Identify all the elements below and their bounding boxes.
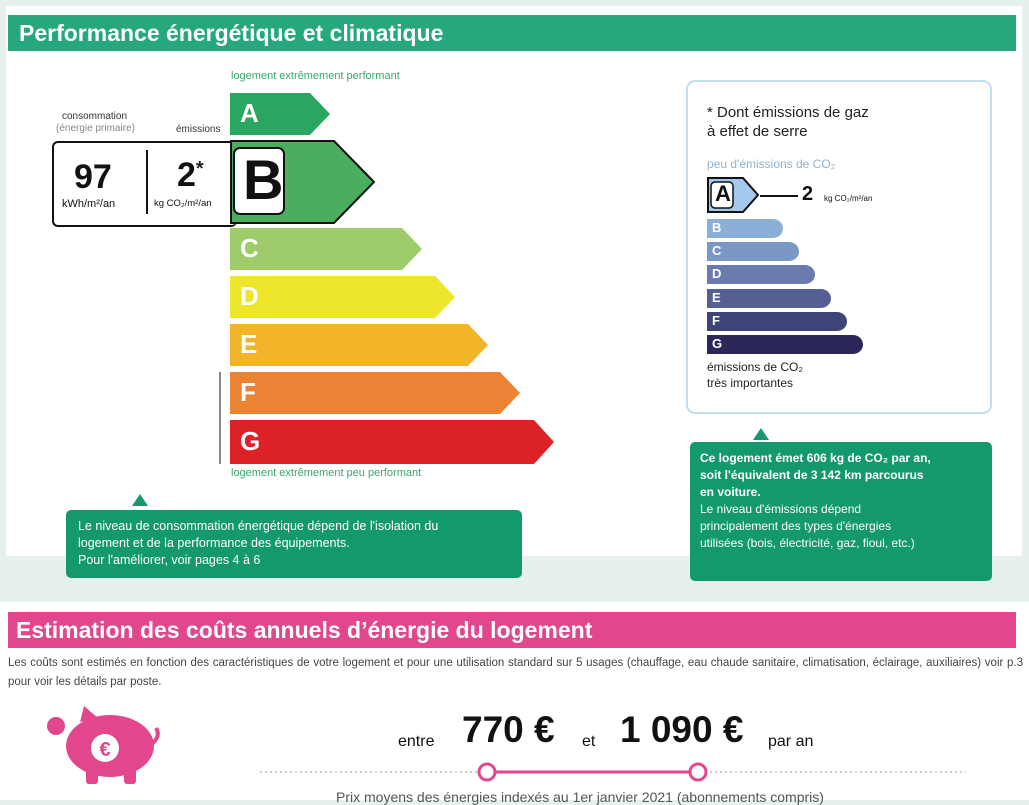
energy-letter-c: C bbox=[240, 233, 259, 263]
consumption-label: consommation bbox=[62, 111, 128, 122]
energy-class-d bbox=[230, 276, 455, 318]
energy-class-a bbox=[230, 93, 330, 135]
energy-class-e bbox=[230, 324, 488, 366]
ghg-high-label-2: très importantes bbox=[707, 376, 794, 390]
cost-per-year: par an bbox=[768, 733, 814, 750]
ghg-info-line-2: principalement des types d'énergies bbox=[700, 519, 892, 533]
energy-section-title: Performance énergétique et climatique bbox=[8, 15, 1016, 51]
top-caption: logement extrêmement performant bbox=[231, 70, 400, 82]
energy-info-line-1: Le niveau de consommation énergétique dépend de l'isolation du bbox=[78, 519, 439, 533]
ghg-bar-d-shape bbox=[707, 265, 815, 284]
ghg-info-line-3: utilisées (bois, électricité, gaz, fioul, etc.) bbox=[700, 536, 915, 550]
passoire-marker bbox=[219, 372, 221, 464]
ghg-value: 2 bbox=[802, 183, 814, 205]
cost-between: entre bbox=[398, 733, 435, 750]
ghg-note-line-2: à effet de serre bbox=[707, 123, 808, 140]
ghg-letter-e: E bbox=[712, 290, 721, 305]
ghg-info-bold-3: en voiture. bbox=[700, 485, 761, 499]
ghg-letter-c: C bbox=[712, 243, 722, 258]
ghg-info-bold-2: soit l'équivalent de 3 142 km parcourus bbox=[700, 468, 924, 482]
ghg-letter-d: D bbox=[712, 266, 722, 281]
costs-description: Les coûts sont estimés en fonction des caractéristiques de votre logement et pour une utilisation standard sur 5 usages (chauffage, eau chaude sanitaire, climatisation, éclairage, auxiliaires) voir p.3 pour voir les détails par poste. bbox=[8, 657, 1023, 688]
cost-and: et bbox=[582, 733, 596, 750]
ghg-bar-e-shape bbox=[707, 289, 831, 308]
energy-info-line-3: Pour l'améliorer, voir pages 4 à 6 bbox=[78, 553, 261, 567]
ghg-letter-g: G bbox=[712, 336, 723, 351]
energy-bar-d-shape bbox=[230, 276, 455, 318]
cost-note: Prix moyens des énergies indexés au 1er janvier 2021 (abonnements compris) bbox=[336, 789, 824, 805]
ghg-class-b bbox=[707, 219, 783, 238]
emissions-label: émissions bbox=[176, 124, 221, 135]
energy-letter-e: E bbox=[240, 329, 258, 359]
energy-class-c bbox=[230, 228, 422, 270]
piggy-bank-euro-icon bbox=[44, 706, 160, 786]
energy-letter-g: G bbox=[240, 426, 261, 456]
consumption-value: 97 bbox=[74, 158, 112, 196]
emissions-star: * bbox=[195, 158, 204, 180]
energy-bar-f-shape bbox=[230, 372, 520, 414]
ghg-class-d bbox=[707, 265, 815, 284]
ghg-class-a-current bbox=[707, 177, 759, 213]
consumption-unit: kWh/m²/an bbox=[62, 198, 116, 210]
ghg-letter-b: B bbox=[712, 220, 722, 235]
consumption-header bbox=[56, 111, 135, 135]
ghg-class-e bbox=[707, 289, 831, 308]
emissions-unit: kg CO₂/m²/an bbox=[154, 198, 212, 209]
ghg-class-c bbox=[707, 242, 799, 261]
ghg-note-line-1: * Dont émissions de gaz bbox=[707, 104, 869, 121]
ghg-note bbox=[707, 103, 869, 141]
ghg-class-g bbox=[707, 335, 863, 354]
cost-range-scale bbox=[258, 762, 970, 782]
energy-class-g bbox=[230, 420, 554, 464]
energy-info-line-2: logement et de la performance des équipements. bbox=[78, 536, 350, 550]
ghg-high-label bbox=[707, 359, 803, 391]
consumption-divider bbox=[146, 150, 148, 214]
energy-bar-e-shape bbox=[230, 324, 488, 366]
ghg-value-connector bbox=[760, 195, 798, 197]
bottom-caption: logement extrêmement peu performant bbox=[231, 467, 422, 479]
energy-letter-f: F bbox=[240, 377, 256, 407]
energy-bar-g-shape bbox=[230, 420, 554, 464]
emissions-value: 2 bbox=[177, 156, 196, 194]
info-pointer-ghg bbox=[753, 428, 769, 440]
ghg-info-box bbox=[690, 442, 992, 581]
energy-letter-d: D bbox=[240, 281, 259, 311]
ghg-letter-a: A bbox=[715, 181, 731, 206]
energy-letter-b: B bbox=[243, 148, 284, 211]
energy-letter-a: A bbox=[240, 98, 259, 128]
ghg-low-label: peu d'émissions de CO₂ bbox=[707, 157, 836, 171]
costs-section-title: Estimation des coûts annuels d’énergie du logement bbox=[8, 612, 1016, 648]
ghg-info-line-1: Le niveau d'émissions dépend bbox=[700, 502, 862, 516]
ghg-class-f bbox=[707, 312, 847, 331]
ghg-info-bold-1: Ce logement émet 606 kg de CO₂ par an, bbox=[700, 451, 931, 465]
svg-text:€: € bbox=[99, 739, 111, 761]
consumption-sub-label: (énergie primaire) bbox=[56, 123, 135, 134]
ghg-bar-g-shape bbox=[707, 335, 863, 354]
energy-class-b-current bbox=[230, 140, 376, 224]
ghg-high-label-1: émissions de CO₂ bbox=[707, 360, 804, 374]
ghg-bar-f-shape bbox=[707, 312, 847, 331]
ghg-unit: kg CO₂/m²/an bbox=[824, 194, 873, 203]
cost-max: 1 090 € bbox=[620, 709, 744, 750]
energy-class-f bbox=[230, 372, 520, 414]
emissions-value-group bbox=[177, 158, 204, 192]
ghg-letter-f: F bbox=[712, 313, 720, 328]
info-pointer-energy bbox=[132, 494, 148, 506]
energy-info-box bbox=[66, 510, 522, 578]
cost-min: 770 € bbox=[462, 709, 555, 750]
